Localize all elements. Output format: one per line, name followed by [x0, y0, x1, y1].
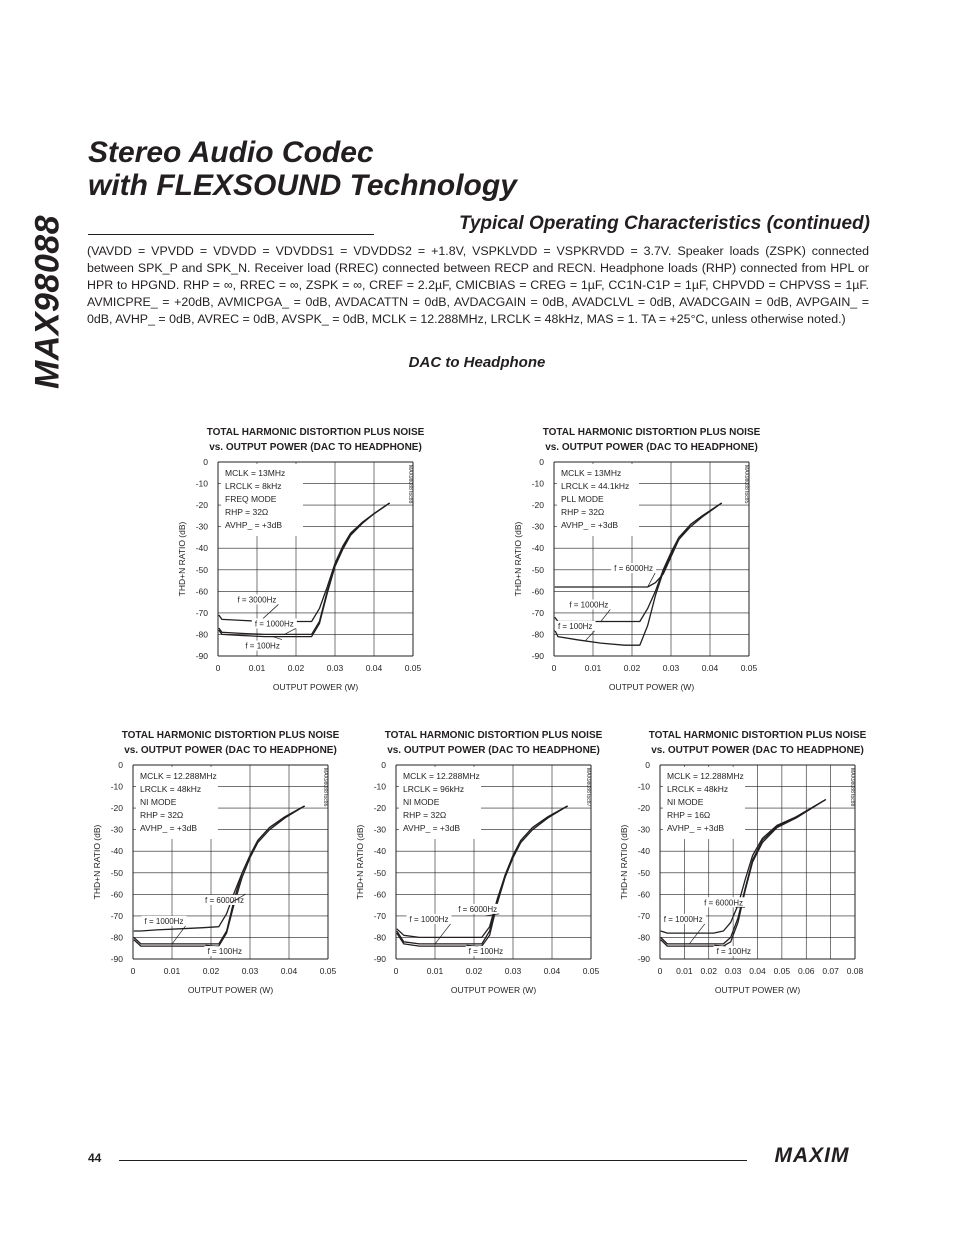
x-tick-label: 0.06: [797, 966, 815, 976]
condition-text: MCLK = 13MHz: [225, 468, 286, 478]
condition-text: MCLK = 13MHz: [561, 468, 622, 478]
y-tick-label: -80: [195, 629, 208, 640]
x-tick-label: 0.04: [749, 966, 766, 976]
series-annotation: f = 1000Hz: [409, 914, 449, 924]
annotation-leader: [435, 924, 451, 944]
x-axis-label: OUTPUT POWER (W): [714, 985, 801, 995]
y-tick-label: -30: [637, 824, 650, 835]
x-tick-label: 0.04: [280, 966, 298, 976]
y-tick-label: -60: [637, 889, 650, 900]
y-tick-label: -90: [195, 651, 208, 661]
x-tick-label: 0.04: [365, 663, 383, 673]
series-annotation: f = 3000Hz: [237, 595, 277, 605]
title-line-1: Stereo Audio Codec: [88, 136, 374, 169]
condition-text: LRCLK = 44.1kHz: [561, 481, 630, 491]
condition-text: RHP = 32Ω: [225, 507, 269, 517]
x-tick-label: 0.03: [241, 966, 259, 976]
condition-text: PLL MODE: [561, 494, 604, 504]
y-tick-label: -90: [373, 954, 386, 964]
x-tick-label: 0.01: [163, 966, 181, 976]
y-tick-label: -50: [531, 564, 544, 575]
chart-thdn-96khz: [348, 723, 618, 1003]
chart-thdn-48khz-16ohm: [612, 723, 882, 1003]
condition-text: LRCLK = 96kHz: [403, 784, 465, 794]
x-tick-label: 0.05: [582, 966, 600, 976]
x-tick-label: 0.01: [426, 966, 444, 976]
operating-conditions: (VAVDD = VPVDD = VDVDD = VDVDDS1 = VDVDDS2 = +1.8V, VSPKLVDD = VSPKRVDD = 3.7V. Speaker loads (ZSPK) connected between SPK_P and SPK_N. Receiver load (RREC) connected between RECP and RECN. Headphone loads (RHP) connected from HPL or HPR to HPGND. RHP = ∞, RREC = ∞, ZSPK = ∞, CREF = 2.2µF, CMICBIAS = CREG = 1µF, CC1N-C1P = 1µF, CHPVDD = CHPVSS = 1µF. AVMICPRE_ = +20dB, AVMICPGA_ = 0dB, AVDACATTN = 0dB, AVDACGAIN = 0dB, AVADCLVL = 0dB, AVADCGAIN = 0dB, AVPGAIN_ = 0dB, AVHP_ = 0dB, AVREC = 0dB, AVSPK_ = 0dB, MCLK = 12.288MHz, LRCLK = 48kHz, MAS = 1. TA = +25°C, unless otherwise noted.): [87, 244, 869, 326]
y-tick-label: -20: [110, 803, 123, 814]
chart-title-line: vs. OUTPUT POWER (DAC TO HEADPHONE): [209, 442, 422, 453]
y-tick-label: -40: [373, 846, 386, 857]
condition-text: NI MODE: [403, 797, 440, 807]
annotation-leader: [284, 628, 296, 634]
figure-code: MAX98088 toc87: [585, 768, 591, 807]
x-tick-label: 0.04: [543, 966, 561, 976]
figure-code: MAX98088 toc88: [849, 768, 855, 807]
x-axis-label: OUTPUT POWER (W): [450, 985, 537, 995]
y-tick-label: -40: [637, 846, 650, 857]
y-tick-label: -50: [637, 867, 650, 878]
condition-text: NI MODE: [667, 797, 704, 807]
figure-code: MAX98088 toc88: [407, 465, 413, 504]
y-tick-label: 0: [539, 457, 544, 467]
y-tick-label: -40: [110, 846, 123, 857]
y-tick-label: -70: [531, 607, 544, 618]
chart-title-line: TOTAL HARMONIC DISTORTION PLUS NOISE: [121, 730, 340, 741]
x-tick-label: 0.08: [846, 966, 864, 976]
y-tick-label: -40: [195, 543, 208, 554]
x-tick-label: 0.01: [676, 966, 693, 976]
condition-text: LRCLK = 48kHz: [667, 784, 729, 794]
chart-title-line: TOTAL HARMONIC DISTORTION PLUS NOISE: [542, 427, 761, 438]
y-tick-label: 0: [381, 760, 386, 770]
y-tick-label: -10: [195, 478, 208, 489]
x-tick-label: 0: [393, 966, 399, 976]
condition-text: AVHP_ = +3dB: [667, 823, 725, 833]
svg-text:MAXIM: MAXIM: [774, 1144, 850, 1166]
y-tick-label: -30: [110, 824, 123, 835]
condition-text: LRCLK = 8kHz: [225, 481, 282, 491]
y-tick-label: -80: [110, 932, 123, 943]
y-tick-label: -60: [373, 889, 386, 900]
chart-thdn-48khz-32ohm: [85, 723, 355, 1003]
x-tick-label: 0: [130, 966, 136, 976]
y-tick-label: -80: [373, 932, 386, 943]
x-tick-label: 0.01: [248, 663, 266, 673]
chart-thdn-44khz: [506, 420, 776, 700]
x-tick-label: 0.03: [724, 966, 742, 976]
y-tick-label: -70: [110, 910, 123, 921]
y-tick-label: -20: [195, 500, 208, 511]
series-annotation: f = 100Hz: [468, 947, 504, 957]
footer-rule: [119, 1160, 747, 1161]
condition-text: NI MODE: [140, 797, 177, 807]
y-axis-label: THD+N RATIO (dB): [92, 824, 102, 900]
series-annotation: f = 1000Hz: [144, 916, 184, 926]
y-tick-label: -90: [637, 954, 650, 964]
x-tick-label: 0.07: [822, 966, 839, 976]
condition-text: RHP = 32Ω: [403, 810, 447, 820]
figure-code: MAX98088 toc86: [322, 768, 328, 807]
y-tick-label: -50: [373, 867, 386, 878]
section-rule: [88, 234, 374, 235]
y-tick-label: -60: [110, 889, 123, 900]
y-tick-label: -80: [637, 932, 650, 943]
y-tick-label: -20: [637, 803, 650, 814]
y-axis-label: THD+N RATIO (dB): [513, 521, 523, 597]
series-annotation: f = 6000Hz: [704, 898, 744, 908]
y-axis-label: THD+N RATIO (dB): [177, 521, 187, 597]
y-axis-label: THD+N RATIO (dB): [355, 824, 365, 900]
chart-title-line: vs. OUTPUT POWER (DAC TO HEADPHONE): [387, 745, 600, 756]
annotation-leader: [601, 610, 611, 622]
series-annotation: f = 6000Hz: [205, 895, 244, 905]
series-annotation: f = 100Hz: [557, 621, 593, 631]
chart-title-line: vs. OUTPUT POWER (DAC TO HEADPHONE): [545, 442, 758, 453]
x-tick-label: 0.05: [319, 966, 337, 976]
x-tick-label: 0.02: [287, 663, 305, 673]
annotation-leader: [261, 604, 279, 620]
chart-title-line: TOTAL HARMONIC DISTORTION PLUS NOISE: [648, 730, 867, 741]
y-tick-label: 0: [645, 760, 650, 770]
x-tick-label: 0.03: [504, 966, 522, 976]
subsection-title-text: DAC to Headphone: [408, 354, 546, 371]
condition-text: FREQ MODE: [225, 494, 277, 504]
x-tick-label: 0.01: [584, 663, 602, 673]
series-annotation: f = 6000Hz: [458, 904, 498, 914]
y-tick-label: -30: [373, 824, 386, 835]
x-tick-label: 0.05: [740, 663, 758, 673]
x-axis-label: OUTPUT POWER (W): [608, 682, 695, 692]
y-tick-label: -70: [373, 910, 386, 921]
y-tick-label: -10: [637, 781, 650, 792]
x-tick-label: 0.02: [465, 966, 483, 976]
series-annotation: f = 1000Hz: [663, 914, 703, 924]
x-tick-label: 0.02: [623, 663, 641, 673]
x-tick-label: 0.02: [202, 966, 220, 976]
y-tick-label: -90: [531, 651, 544, 661]
chart-title-line: vs. OUTPUT POWER (DAC TO HEADPHONE): [651, 745, 864, 756]
y-tick-label: -90: [110, 954, 123, 964]
section-title: Typical Operating Characteristics (continued): [458, 213, 870, 234]
x-tick-label: 0.04: [701, 663, 719, 673]
condition-text: AVHP_ = +3dB: [140, 823, 198, 833]
y-tick-label: -20: [373, 803, 386, 814]
y-tick-label: -10: [373, 781, 386, 792]
condition-text: AVHP_ = +3dB: [561, 520, 619, 530]
y-tick-label: -30: [531, 521, 544, 532]
chart-title-line: vs. OUTPUT POWER (DAC TO HEADPHONE): [124, 745, 337, 756]
x-tick-label: 0.05: [773, 966, 791, 976]
page-title: [88, 136, 517, 202]
maxim-logo: [756, 1144, 868, 1166]
page-number: 44: [88, 1151, 102, 1165]
condition-text: AVHP_ = +3dB: [225, 520, 283, 530]
condition-text: MCLK = 12.288MHz: [667, 771, 744, 781]
chart-title-line: TOTAL HARMONIC DISTORTION PLUS NOISE: [384, 730, 603, 741]
y-tick-label: -60: [195, 586, 208, 597]
series-annotation: f = 1000Hz: [569, 600, 609, 610]
condition-text: MCLK = 12.288MHz: [403, 771, 480, 781]
series-annotation: f = 6000Hz: [614, 564, 654, 574]
condition-text: RHP = 32Ω: [561, 507, 605, 517]
chart-title-line: TOTAL HARMONIC DISTORTION PLUS NOISE: [206, 427, 425, 438]
title-line-2: with FLEXSOUND Technology: [88, 169, 517, 202]
y-tick-label: -40: [531, 543, 544, 554]
y-tick-label: -70: [637, 910, 650, 921]
condition-text: MCLK = 12.288MHz: [140, 771, 217, 781]
x-axis-label: OUTPUT POWER (W): [187, 985, 274, 995]
y-tick-label: -60: [531, 586, 544, 597]
series-annotation: f = 1000Hz: [254, 619, 294, 629]
condition-text: AVHP_ = +3dB: [403, 823, 461, 833]
side-title-text: MAX98088: [28, 214, 67, 390]
x-tick-label: 0: [215, 663, 221, 673]
x-tick-label: 0: [657, 966, 663, 976]
series-annotation: f = 100Hz: [245, 641, 280, 651]
series-annotation: f = 100Hz: [207, 947, 243, 957]
y-tick-label: -80: [531, 629, 544, 640]
subsection-title: [0, 354, 954, 371]
y-tick-label: -20: [531, 500, 544, 511]
y-tick-label: -10: [110, 781, 123, 792]
y-tick-label: -50: [195, 564, 208, 575]
y-tick-label: -10: [531, 478, 544, 489]
y-tick-label: -30: [195, 521, 208, 532]
y-tick-label: -70: [195, 607, 208, 618]
x-axis-label: OUTPUT POWER (W): [272, 682, 359, 692]
x-tick-label: 0: [551, 663, 557, 673]
condition-text: LRCLK = 48kHz: [140, 784, 202, 794]
condition-text: RHP = 16Ω: [667, 810, 711, 820]
x-tick-label: 0.03: [662, 663, 680, 673]
y-axis-label: THD+N RATIO (dB): [619, 824, 629, 900]
annotation-leader: [689, 924, 705, 944]
y-tick-label: 0: [203, 457, 208, 467]
y-tick-label: -50: [110, 867, 123, 878]
x-tick-label: 0.03: [326, 663, 344, 673]
chart-thdn-8khz: [170, 420, 440, 700]
x-tick-label: 0.05: [404, 663, 422, 673]
figure-code: MAX98088 toc85: [743, 465, 749, 504]
series-annotation: f = 100Hz: [716, 947, 752, 957]
y-tick-label: 0: [118, 760, 123, 770]
condition-text: RHP = 32Ω: [140, 810, 184, 820]
x-tick-label: 0.02: [700, 966, 718, 976]
